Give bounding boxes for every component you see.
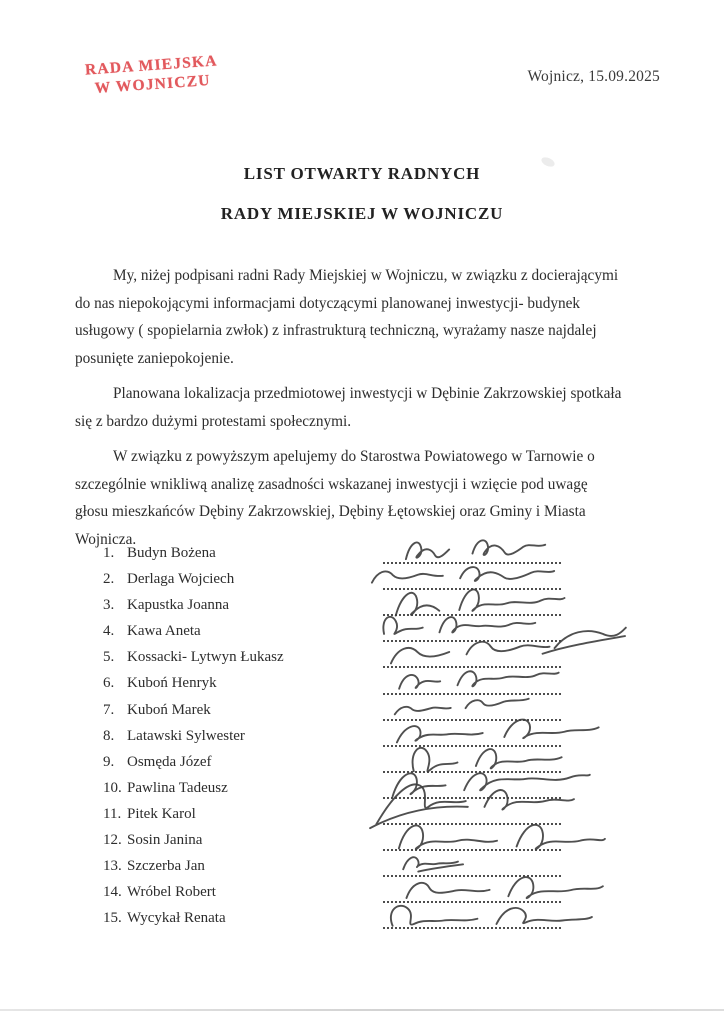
signer-row [0,750,724,776]
signer-number: 5. [103,649,115,666]
signer-number: 14. [103,884,122,901]
signer-name: Budyn Bożena [127,545,216,561]
paragraph-2 [75,380,667,435]
signer-name: Pitek Karol [127,805,196,822]
title-line1: LIST OTWARTY RADNYCH [243,164,481,183]
signature-line [383,745,561,747]
stamp-line1: RADA MIEJSKA [84,52,219,79]
signer-row [0,802,724,828]
paragraph-2-line: Planowana lokalizacja przedmiotowej inwestycji w Dębinie Zakrzowskiej spotkała [113,385,622,402]
signature-line [383,771,561,773]
signature-line [383,849,561,851]
signers-list [0,541,724,932]
signature-line [383,562,561,564]
paragraph-3-line: głosu mieszkańców Dębiny Zakrzowskiej, Dębiny Łętowskiej oraz Gminy i Miasta [75,503,586,520]
signer-row [0,724,724,750]
signer-row [0,698,724,724]
signer-name: Osmęda Józef [127,753,212,770]
signer-row [0,671,724,697]
signature-line [383,666,561,668]
signer-name: Szczerba Jan [127,858,205,875]
signature-line [383,797,561,799]
signature-line [383,901,561,903]
signer-number: 13. [103,858,122,875]
signer-number: 9. [103,753,115,770]
signature-line [383,588,561,590]
signer-number: 3. [103,597,115,614]
paragraph-3 [75,443,667,553]
signature-line [383,875,561,877]
signer-number: 7. [103,701,115,718]
paragraph-1-line: usługowy ( spopielarnia zwłok) z infrastrukturą techniczną, wyrażamy nasze najdalej [75,322,597,339]
paragraph-3-line: Wojnicza. [75,530,137,548]
signer-row [0,880,724,906]
signer-row [0,619,724,645]
signer-row [0,593,724,619]
signer-row [0,828,724,854]
signer-name: Kuboń Marek [127,701,211,718]
signer-row [0,541,724,567]
scan-edge-artifact [0,1009,724,1011]
paragraph-2-line: się z bardzo dużymi protestami społecznymi. [75,412,352,430]
signer-name: Kuboń Henryk [127,675,217,692]
signer-number: 2. [103,571,115,588]
paragraph-1-line: do nas niepokojącymi informacjami dotyczącymi planowanej inwestycji- budynek [75,294,581,312]
place-and-date: Wojnicz, 15.09.2025 [527,68,660,85]
signer-number: 10. [103,779,122,796]
paragraph-1 [75,262,667,372]
stamp-line2: W WOJNICZU [94,71,212,98]
signer-number: 11. [103,805,122,822]
signature-line [383,614,561,616]
signer-name: Wróbel Robert [127,884,216,901]
signer-name: Derlaga Wojciech [127,571,235,588]
signature-line [383,693,561,695]
paragraph-3-line: W związku z powyższym apelujemy do Starostwa Powiatowego w Tarnowie o [113,448,595,465]
signature-line [383,823,561,825]
signer-number: 6. [103,675,115,692]
letter-title [0,164,724,224]
signer-name: Kapustka Joanna [127,597,230,614]
signer-name: Pawlina Tadeusz [127,779,228,796]
signer-number: 1. [103,545,115,561]
paragraph-1-line: My, niżej podpisani radni Rady Miejskiej w Wojniczu, w związku z docierającymi [113,267,619,284]
signer-name: Sosin Janina [127,832,203,849]
paragraph-1-line: posunięte zaniepokojenie. [75,349,234,367]
signer-name: Kossacki- Lytwyn Łukasz [127,649,284,666]
signer-number: 8. [103,727,115,744]
signer-name: Kawa Aneta [127,623,201,640]
signature-line [383,927,561,929]
signer-number: 4. [103,623,115,640]
signer-row [0,645,724,671]
signer-number: 15. [103,910,122,927]
council-stamp [83,51,221,98]
signer-name: Wycykał Renata [127,910,226,927]
signer-row [0,854,724,880]
signer-row [0,567,724,593]
signer-row [0,776,724,802]
signer-number: 12. [103,832,122,849]
title-line2: RADY MIEJSKIEJ W WOJNICZU [220,204,504,223]
signature-line [383,640,561,642]
paragraph-3-line: szczególnie wnikliwą analizę zasadności wskazanej inwestycji i wzięcie pod uwagę [75,475,588,493]
signer-row [0,906,724,932]
signer-name: Latawski Sylwester [127,727,245,744]
signature-line [383,719,561,721]
letter-body [75,262,667,561]
